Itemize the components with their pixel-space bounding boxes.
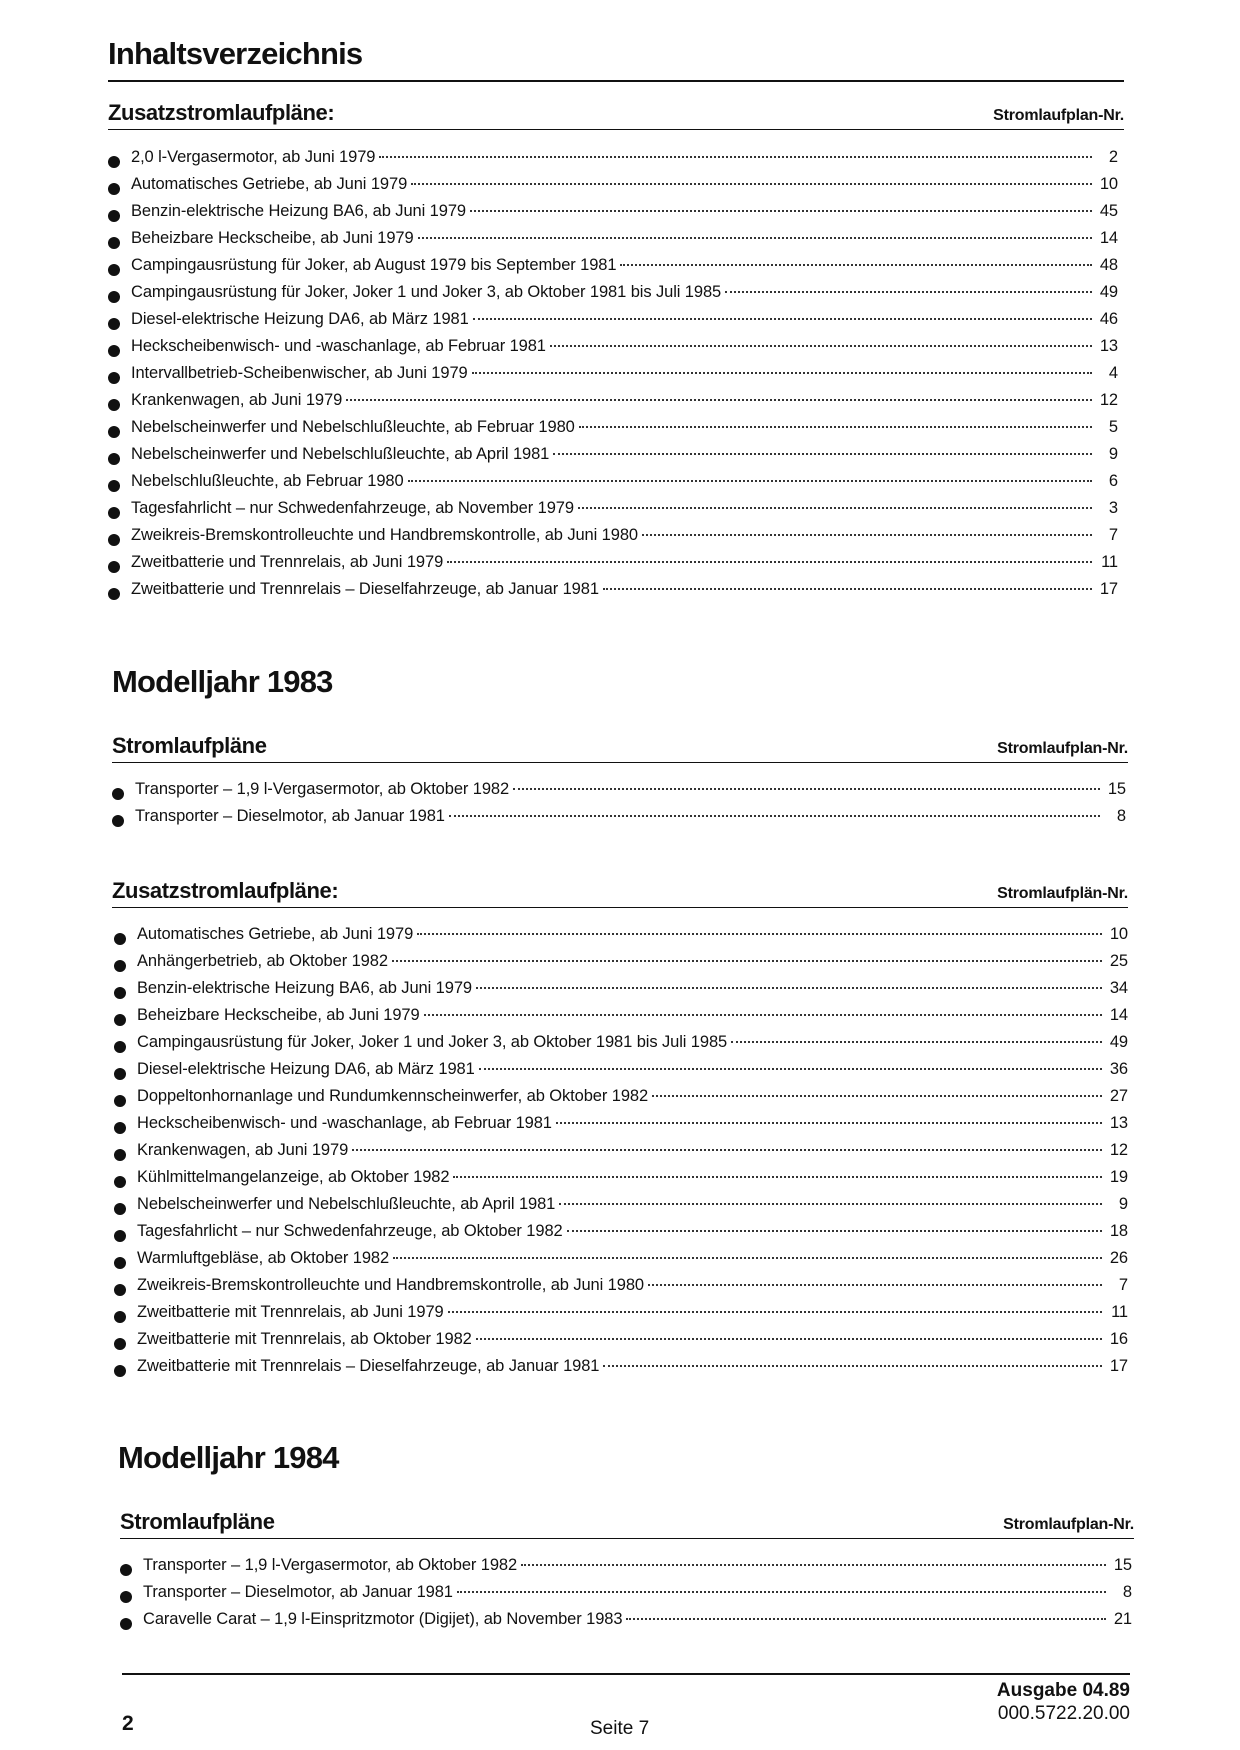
toc-entry-plan-number: 12 bbox=[1099, 391, 1118, 409]
toc-entry-plan-number: 25 bbox=[1109, 952, 1128, 970]
toc-entry-title: Zweitbatterie und Trennrelais, ab Juni 1979 bbox=[131, 553, 444, 571]
subheader-title: Zusatzstromlaufpläne: bbox=[108, 100, 335, 125]
toc-entry-title: 2,0 l-Vergasermotor, ab Juni 1979 bbox=[131, 148, 376, 166]
bullet-icon bbox=[120, 1591, 132, 1603]
bullet-icon bbox=[108, 588, 120, 600]
toc-entry bbox=[114, 1141, 1128, 1168]
toc-entry bbox=[114, 1033, 1128, 1060]
bullet-icon bbox=[114, 1149, 126, 1161]
toc-entry bbox=[108, 175, 1118, 202]
toc-entry bbox=[114, 1006, 1128, 1033]
toc-entry-plan-number: 15 bbox=[1113, 1556, 1132, 1574]
subheader-plan-number-label: Stromlaufplan-Nr. bbox=[1003, 1516, 1134, 1533]
dot-leader bbox=[447, 561, 1092, 563]
dot-leader bbox=[417, 933, 1102, 935]
bullet-icon bbox=[112, 815, 124, 827]
bullet-icon bbox=[108, 210, 120, 222]
dot-leader bbox=[567, 1230, 1102, 1232]
subheader-stromlaufplaene-1984 bbox=[120, 1509, 1134, 1539]
toc-entry-plan-number: 2 bbox=[1108, 148, 1118, 166]
toc-entry-plan-number: 4 bbox=[1108, 364, 1118, 382]
toc-entry-title: Transporter – Dieselmotor, ab Januar 1981 bbox=[135, 807, 445, 825]
dot-leader bbox=[379, 156, 1092, 158]
toc-entry-plan-number: 8 bbox=[1122, 1583, 1132, 1601]
toc-entry-title: Zweitbatterie und Trennrelais – Dieselfahrzeuge, ab Januar 1981 bbox=[131, 580, 599, 598]
toc-entry-plan-number: 10 bbox=[1099, 175, 1118, 193]
bullet-icon bbox=[108, 183, 120, 195]
bullet-icon bbox=[114, 1257, 126, 1269]
toc-entry-title: Diesel-elektrische Heizung DA6, ab März 1981 bbox=[137, 1060, 475, 1078]
bullet-icon bbox=[108, 507, 120, 519]
bullet-icon bbox=[114, 1014, 126, 1026]
dot-leader bbox=[392, 960, 1102, 962]
toc-entry-plan-number: 18 bbox=[1109, 1222, 1128, 1240]
title-rule bbox=[108, 80, 1124, 82]
bullet-icon bbox=[120, 1564, 132, 1576]
toc-entry-plan-number: 46 bbox=[1099, 310, 1118, 328]
toc-entry-title: Diesel-elektrische Heizung DA6, ab März 1981 bbox=[131, 310, 469, 328]
toc-entry bbox=[108, 445, 1118, 472]
toc-entry bbox=[114, 1195, 1128, 1222]
toc-list-section1 bbox=[108, 148, 1118, 607]
dot-leader bbox=[476, 1338, 1102, 1340]
dot-leader bbox=[457, 1591, 1106, 1593]
toc-entry-title: Zweitbatterie mit Trennrelais, ab Oktober 1982 bbox=[137, 1330, 472, 1348]
bullet-icon bbox=[114, 960, 126, 972]
toc-entry bbox=[114, 1222, 1128, 1249]
toc-entry-title: Nebelscheinwerfer und Nebelschlußleuchte, ab April 1981 bbox=[131, 445, 550, 463]
bullet-icon bbox=[108, 237, 120, 249]
toc-entry-plan-number: 26 bbox=[1109, 1249, 1128, 1267]
toc-entry-title: Warmluftgebläse, ab Oktober 1982 bbox=[137, 1249, 390, 1267]
toc-entry bbox=[114, 1087, 1128, 1114]
dot-leader bbox=[418, 237, 1092, 239]
toc-entry-title: Campingausrüstung für Joker, ab August 1979 bis September 1981 bbox=[131, 256, 617, 274]
toc-entry bbox=[108, 202, 1118, 229]
toc-entry bbox=[108, 148, 1118, 175]
subheader-zusatzstromlaufplaene bbox=[108, 100, 1124, 130]
toc-entry-plan-number: 36 bbox=[1109, 1060, 1128, 1078]
dot-leader bbox=[626, 1618, 1106, 1620]
toc-entry-plan-number: 11 bbox=[1111, 1303, 1128, 1321]
toc-entry bbox=[114, 1168, 1128, 1195]
toc-entry-title: Kühlmittelmangelanzeige, ab Oktober 1982 bbox=[137, 1168, 450, 1186]
dot-leader bbox=[652, 1095, 1102, 1097]
bullet-icon bbox=[108, 480, 120, 492]
toc-entry bbox=[108, 391, 1118, 418]
toc-list-extra-1983 bbox=[114, 925, 1128, 1384]
toc-entry-plan-number: 14 bbox=[1099, 229, 1118, 247]
toc-entry-title: Beheizbare Heckscheibe, ab Juni 1979 bbox=[131, 229, 414, 247]
toc-entry-plan-number: 27 bbox=[1109, 1087, 1128, 1105]
toc-entry-title: Zweikreis-Bremskontrolleuchte und Handbremskontrolle, ab Juni 1980 bbox=[137, 1276, 644, 1294]
dot-leader bbox=[513, 788, 1100, 790]
dot-leader bbox=[472, 372, 1092, 374]
dot-leader bbox=[473, 318, 1092, 320]
bullet-icon bbox=[114, 1365, 126, 1377]
bullet-icon bbox=[114, 1095, 126, 1107]
toc-entry-plan-number: 45 bbox=[1099, 202, 1118, 220]
toc-entry bbox=[108, 472, 1118, 499]
toc-entry-plan-number: 10 bbox=[1109, 925, 1128, 943]
dot-leader bbox=[559, 1203, 1102, 1205]
footer-seite: Seite 7 bbox=[590, 1718, 650, 1739]
dot-leader bbox=[579, 426, 1092, 428]
dot-leader bbox=[556, 1122, 1102, 1124]
dot-leader bbox=[453, 1176, 1102, 1178]
toc-entry-plan-number: 17 bbox=[1109, 1357, 1128, 1375]
toc-entry-title: Transporter – 1,9 l-Vergasermotor, ab Oktober 1982 bbox=[143, 1556, 518, 1574]
toc-entry-title: Benzin-elektrische Heizung BA6, ab Juni 1979 bbox=[137, 979, 472, 997]
toc-entry-plan-number: 12 bbox=[1109, 1141, 1128, 1159]
bullet-icon bbox=[114, 1284, 126, 1296]
toc-entry bbox=[114, 1357, 1128, 1384]
dot-leader bbox=[521, 1564, 1106, 1566]
toc-entry bbox=[120, 1556, 1132, 1583]
toc-entry bbox=[108, 499, 1118, 526]
bullet-icon bbox=[108, 318, 120, 330]
toc-entry-title: Tagesfahrlicht – nur Schwedenfahrzeuge, ab Oktober 1982 bbox=[137, 1222, 563, 1240]
main-title-modelljahr-1983: Modelljahr 1983 bbox=[112, 664, 333, 699]
toc-entry-title: Transporter – Dieselmotor, ab Januar 1981 bbox=[143, 1583, 453, 1601]
bullet-icon bbox=[114, 987, 126, 999]
toc-entry-plan-number: 16 bbox=[1109, 1330, 1128, 1348]
toc-entry bbox=[108, 364, 1118, 391]
dot-leader bbox=[603, 1365, 1102, 1367]
toc-entry bbox=[108, 337, 1118, 364]
toc-entry bbox=[120, 1610, 1132, 1637]
toc-list-plans-1984 bbox=[120, 1556, 1132, 1637]
subheader-stromlaufplaene-1983 bbox=[112, 733, 1128, 763]
subheader-plan-number-label: Stromlaufplan-Nr. bbox=[993, 107, 1124, 124]
toc-entry-plan-number: 49 bbox=[1099, 283, 1118, 301]
footer-rule bbox=[122, 1673, 1130, 1675]
toc-entry-plan-number: 3 bbox=[1108, 499, 1118, 517]
main-title-modelljahr-1984: Modelljahr 1984 bbox=[118, 1440, 339, 1475]
toc-entry bbox=[108, 418, 1118, 445]
bullet-icon bbox=[114, 933, 126, 945]
subheader-title: Stromlaufpläne bbox=[112, 733, 267, 758]
subheader-title: Zusatzstromlaufpläne: bbox=[112, 878, 339, 903]
dot-leader bbox=[352, 1149, 1102, 1151]
toc-entry-plan-number: 6 bbox=[1108, 472, 1118, 490]
toc-entry-title: Campingausrüstung für Joker, Joker 1 und Joker 3, ab Oktober 1981 bis Juli 1985 bbox=[137, 1033, 728, 1051]
bullet-icon bbox=[108, 291, 120, 303]
toc-entry-plan-number: 13 bbox=[1109, 1114, 1128, 1132]
toc-entry bbox=[114, 1303, 1128, 1330]
toc-entry-plan-number: 8 bbox=[1116, 807, 1126, 825]
dot-leader bbox=[476, 987, 1102, 989]
main-title-inhaltsverzeichnis: Inhaltsverzeichnis bbox=[108, 36, 363, 71]
toc-entry-title: Intervallbetrieb-Scheibenwischer, ab Juni 1979 bbox=[131, 364, 468, 382]
toc-entry-title: Nebelscheinwerfer und Nebelschlußleuchte, ab Februar 1980 bbox=[131, 418, 575, 436]
toc-entry bbox=[114, 1276, 1128, 1303]
bullet-icon bbox=[108, 453, 120, 465]
dot-leader bbox=[408, 480, 1092, 482]
toc-entry-title: Heckscheibenwisch- und -waschanlage, ab Februar 1981 bbox=[131, 337, 546, 355]
toc-entry bbox=[108, 310, 1118, 337]
dot-leader bbox=[725, 291, 1092, 293]
dot-leader bbox=[642, 534, 1092, 536]
bullet-icon bbox=[108, 372, 120, 384]
bullet-icon bbox=[114, 1041, 126, 1053]
dot-leader bbox=[620, 264, 1092, 266]
bullet-icon bbox=[114, 1176, 126, 1188]
toc-entry bbox=[108, 580, 1118, 607]
toc-entry-plan-number: 14 bbox=[1109, 1006, 1128, 1024]
dot-leader bbox=[346, 399, 1092, 401]
subheader-zusatzstromlaufplaene-1983 bbox=[112, 878, 1128, 908]
bullet-icon bbox=[108, 399, 120, 411]
bullet-icon bbox=[108, 534, 120, 546]
toc-entry bbox=[114, 1060, 1128, 1087]
toc-entry bbox=[114, 1330, 1128, 1357]
bullet-icon bbox=[108, 345, 120, 357]
toc-entry-title: Campingausrüstung für Joker, Joker 1 und Joker 3, ab Oktober 1981 bis Juli 1985 bbox=[131, 283, 722, 301]
toc-entry-plan-number: 11 bbox=[1101, 553, 1118, 571]
toc-entry bbox=[114, 1114, 1128, 1141]
toc-entry-plan-number: 48 bbox=[1099, 256, 1118, 274]
toc-entry-title: Doppeltonhornanlage und Rundumkennscheinwerfer, ab Oktober 1982 bbox=[137, 1087, 649, 1105]
toc-entry-plan-number: 7 bbox=[1108, 526, 1118, 544]
toc-entry-title: Nebelscheinwerfer und Nebelschlußleuchte, ab April 1981 bbox=[137, 1195, 556, 1213]
toc-entry-title: Heckscheibenwisch- und -waschanlage, ab Februar 1981 bbox=[137, 1114, 552, 1132]
dot-leader bbox=[479, 1068, 1102, 1070]
bullet-icon bbox=[114, 1230, 126, 1242]
toc-entry bbox=[114, 925, 1128, 952]
toc-entry bbox=[108, 526, 1118, 553]
subheader-plan-number-label: Stromlaufplan-Nr. bbox=[997, 740, 1128, 757]
toc-entry-title: Automatisches Getriebe, ab Juni 1979 bbox=[137, 925, 414, 943]
toc-entry-title: Krankenwagen, ab Juni 1979 bbox=[131, 391, 343, 409]
toc-entry-title: Beheizbare Heckscheibe, ab Juni 1979 bbox=[137, 1006, 420, 1024]
toc-list-plans-1983 bbox=[112, 780, 1126, 834]
bullet-icon bbox=[112, 788, 124, 800]
subheader-plan-number-label: Stromlaufplän-Nr. bbox=[997, 885, 1128, 902]
toc-entry-plan-number: 13 bbox=[1099, 337, 1118, 355]
toc-entry-plan-number: 15 bbox=[1107, 780, 1126, 798]
toc-entry-title: Zweitbatterie mit Trennrelais, ab Juni 1979 bbox=[137, 1303, 444, 1321]
bullet-icon bbox=[114, 1203, 126, 1215]
toc-entry bbox=[120, 1583, 1132, 1610]
toc-entry bbox=[108, 283, 1118, 310]
toc-entry bbox=[112, 780, 1126, 807]
bullet-icon bbox=[114, 1311, 126, 1323]
bullet-icon bbox=[108, 156, 120, 168]
dot-leader bbox=[393, 1257, 1102, 1259]
dot-leader bbox=[424, 1014, 1102, 1016]
toc-entry-title: Automatisches Getriebe, ab Juni 1979 bbox=[131, 175, 408, 193]
dot-leader bbox=[470, 210, 1092, 212]
subheader-title: Stromlaufpläne bbox=[120, 1509, 275, 1534]
bullet-icon bbox=[114, 1122, 126, 1134]
toc-entry-plan-number: 7 bbox=[1118, 1276, 1128, 1294]
footer-page-number: 2 bbox=[122, 1712, 134, 1735]
bullet-icon bbox=[114, 1338, 126, 1350]
toc-entry-title: Zweikreis-Bremskontrolleuchte und Handbremskontrolle, ab Juni 1980 bbox=[131, 526, 638, 544]
toc-entry bbox=[114, 979, 1128, 1006]
toc-entry-title: Benzin-elektrische Heizung BA6, ab Juni 1979 bbox=[131, 202, 466, 220]
toc-entry-plan-number: 9 bbox=[1118, 1195, 1128, 1213]
toc-entry-plan-number: 49 bbox=[1109, 1033, 1128, 1051]
toc-entry-title: Anhängerbetrieb, ab Oktober 1982 bbox=[137, 952, 388, 970]
toc-entry-plan-number: 34 bbox=[1109, 979, 1128, 997]
toc-entry bbox=[114, 952, 1128, 979]
toc-entry-plan-number: 9 bbox=[1108, 445, 1118, 463]
toc-entry-title: Krankenwagen, ab Juni 1979 bbox=[137, 1141, 349, 1159]
bullet-icon bbox=[120, 1618, 132, 1630]
dot-leader bbox=[603, 588, 1092, 590]
toc-entry-title: Transporter – 1,9 l-Vergasermotor, ab Oktober 1982 bbox=[135, 780, 510, 798]
bullet-icon bbox=[108, 264, 120, 276]
toc-entry bbox=[108, 256, 1118, 283]
toc-entry-title: Zweitbatterie mit Trennrelais – Dieselfahrzeuge, ab Januar 1981 bbox=[137, 1357, 600, 1375]
toc-entry-plan-number: 17 bbox=[1099, 580, 1118, 598]
toc-entry-plan-number: 19 bbox=[1109, 1168, 1128, 1186]
bullet-icon bbox=[114, 1068, 126, 1080]
toc-entry-plan-number: 5 bbox=[1108, 418, 1118, 436]
bullet-icon bbox=[108, 561, 120, 573]
dot-leader bbox=[550, 345, 1092, 347]
dot-leader bbox=[648, 1284, 1102, 1286]
toc-entry-title: Nebelschlußleuchte, ab Februar 1980 bbox=[131, 472, 404, 490]
dot-leader bbox=[448, 1311, 1102, 1313]
dot-leader bbox=[553, 453, 1092, 455]
toc-entry-title: Caravelle Carat – 1,9 l-Einspritzmotor (Digijet), ab November 1983 bbox=[143, 1610, 623, 1628]
dot-leader bbox=[411, 183, 1092, 185]
footer-document-code: 000.5722.20.00 bbox=[997, 1703, 1130, 1724]
bullet-icon bbox=[108, 426, 120, 438]
toc-entry bbox=[108, 553, 1118, 580]
dot-leader bbox=[731, 1041, 1102, 1043]
toc-entry bbox=[112, 807, 1126, 834]
toc-entry bbox=[114, 1249, 1128, 1276]
toc-entry-plan-number: 21 bbox=[1113, 1610, 1132, 1628]
dot-leader bbox=[578, 507, 1092, 509]
toc-entry bbox=[108, 229, 1118, 256]
footer-edition: Ausgabe 04.89 bbox=[996, 1680, 1130, 1701]
dot-leader bbox=[449, 815, 1100, 817]
toc-entry-title: Tagesfahrlicht – nur Schwedenfahrzeuge, ab November 1979 bbox=[131, 499, 574, 517]
